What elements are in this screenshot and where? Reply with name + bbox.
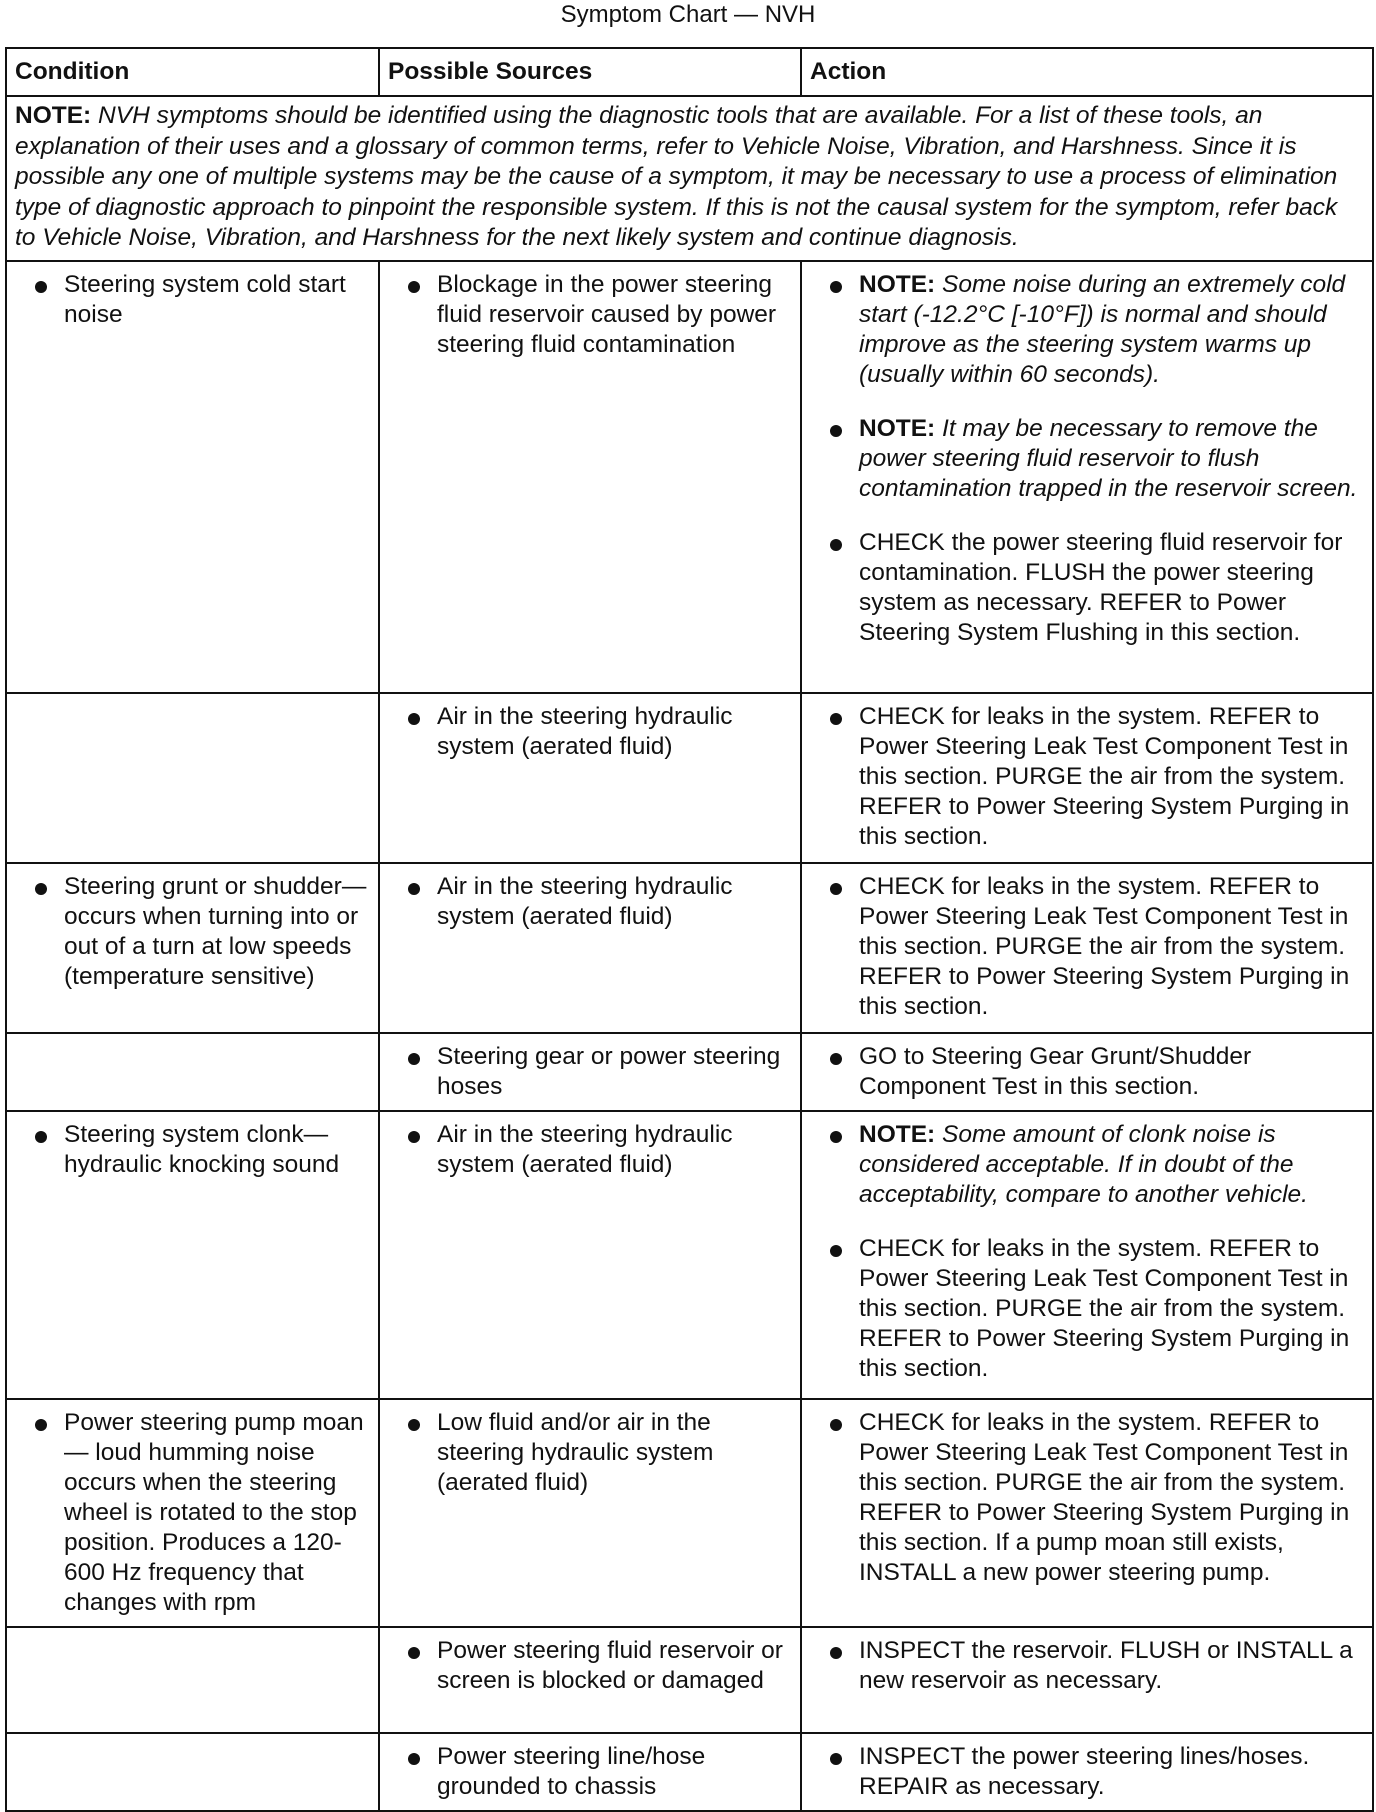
action-cell: [801, 693, 1373, 863]
action-item: GO to Steering Gear Grunt/Shudder Component Test in this section.: [802, 1034, 1372, 1110]
general-note: [6, 96, 1373, 261]
action-cell: [801, 1627, 1373, 1733]
source-cell: [379, 693, 801, 863]
action-cell: [801, 1111, 1373, 1399]
condition-text: Steering system clonk— hydraulic knocking sound: [7, 1112, 378, 1188]
table-row: [6, 1033, 1373, 1111]
action-note-label: NOTE:: [859, 1120, 936, 1148]
action-note-text: Some noise during an extremely cold start (-12.2°C [-10°F]) is normal and should improve as the steering system warms up (usually within 60 seconds).: [859, 270, 1346, 388]
source-cell: [379, 1627, 801, 1733]
action-item: INSPECT the reservoir. FLUSH or INSTALL a new reservoir as necessary.: [802, 1628, 1372, 1704]
action-cell: [801, 863, 1373, 1033]
source-text: Low fluid and/or air in the steering hydraulic system (aerated fluid): [380, 1400, 800, 1506]
note-label: NOTE:: [15, 102, 92, 129]
action-item: [802, 1112, 1372, 1218]
action-item: CHECK the power steering fluid reservoir for contamination. FLUSH the power steering system as necessary. REFER to Power Steering System Flushing in this section.: [802, 512, 1372, 656]
page-title: Symptom Chart — NVH: [560, 1, 816, 28]
condition-text: Steering system cold start noise: [7, 262, 378, 338]
action-cell: [801, 1733, 1373, 1811]
action-item: CHECK for leaks in the system. REFER to Power Steering Leak Test Component Test in this section. PURGE the air from the system. REFER to Power Steering System Purging in this section.: [802, 694, 1372, 860]
source-cell: [379, 1111, 801, 1399]
source-text: Air in the steering hydraulic system (aerated fluid): [380, 694, 800, 770]
table-row: [6, 261, 1373, 693]
condition-cell: [6, 261, 379, 693]
action-cell: [801, 1033, 1373, 1111]
condition-cell: [6, 1111, 379, 1399]
action-note-text: It may be necessary to remove the power steering fluid reservoir to flush contamination trapped in the reservoir screen.: [859, 414, 1358, 502]
action-item: CHECK for leaks in the system. REFER to Power Steering Leak Test Component Test in this section. PURGE the air from the system. REFER to Power Steering System Purging in this section.: [802, 1218, 1372, 1392]
source-text: Blockage in the power steering fluid reservoir caused by power steering fluid contamination: [380, 262, 800, 368]
condition-text: Steering grunt or shudder— occurs when turning into or out of a turn at low speeds (temperature sensitive): [7, 864, 378, 1000]
source-cell: [379, 1733, 801, 1811]
table-row: [6, 1733, 1373, 1811]
source-text: Steering gear or power steering hoses: [380, 1034, 800, 1110]
action-cell: [801, 261, 1373, 693]
action-item: [802, 398, 1372, 512]
action-item: [802, 262, 1372, 398]
action-item: INSPECT the power steering lines/hoses. REPAIR as necessary.: [802, 1734, 1372, 1810]
symptom-chart-table: [5, 47, 1374, 1812]
condition-cell: [6, 863, 379, 1033]
condition-text: Power steering pump moan— loud humming noise occurs when the steering wheel is rotated to the stop position. Produces a 120-600 Hz frequency that changes with rpm: [7, 1400, 378, 1626]
table-row: [6, 863, 1373, 1033]
header-possible-sources: Possible Sources: [379, 48, 801, 96]
condition-cell: [6, 1399, 379, 1627]
table-row: [6, 1627, 1373, 1733]
header-condition: Condition: [6, 48, 379, 96]
condition-cell: [6, 693, 379, 863]
table-row: [6, 1111, 1373, 1399]
condition-cell: [6, 1033, 379, 1111]
source-cell: [379, 261, 801, 693]
action-item: CHECK for leaks in the system. REFER to Power Steering Leak Test Component Test in this section. PURGE the air from the system. REFER to Power Steering System Purging in this section.: [802, 864, 1372, 1030]
action-note-text: Some amount of clonk noise is considered acceptable. If in doubt of the acceptability, compare to another vehicle.: [859, 1120, 1308, 1208]
source-cell: [379, 1399, 801, 1627]
table-row: [6, 1399, 1373, 1627]
source-cell: [379, 863, 801, 1033]
source-text: Power steering line/hose grounded to chassis: [380, 1734, 800, 1810]
condition-cell: [6, 1627, 379, 1733]
action-item: CHECK for leaks in the system. REFER to Power Steering Leak Test Component Test in this section. PURGE the air from the system. REFER to Power Steering System Purging in this section. If a pump moan still exists, INSTALL a new power steering pump.: [802, 1400, 1372, 1596]
note-text: NVH symptoms should be identified using the diagnostic tools that are available. For a list of these tools, an explanation of their uses and a glossary of common terms, refer to Vehicle Noise, Vibration, and Harshness. Since it is possible any one of multiple systems may be the cause of a symptom, it may be necessary to use a process of elimination type of diagnostic approach to pinpoint the responsible system. If this is not the causal system for the symptom, refer back to Vehicle Noise, Vibration, and Harshness for the next likely system and continue diagnosis.: [15, 102, 1338, 251]
action-note-label: NOTE:: [859, 414, 936, 442]
note-row: [6, 96, 1373, 261]
source-text: Air in the steering hydraulic system (aerated fluid): [380, 1112, 800, 1188]
header-action: Action: [801, 48, 1373, 96]
condition-cell: [6, 1733, 379, 1811]
action-cell: [801, 1399, 1373, 1627]
source-text: Power steering fluid reservoir or screen is blocked or damaged: [380, 1628, 800, 1704]
source-cell: [379, 1033, 801, 1111]
table-row: [6, 693, 1373, 863]
action-note-label: NOTE:: [859, 270, 936, 298]
source-text: Air in the steering hydraulic system (aerated fluid): [380, 864, 800, 940]
header-row: [6, 48, 1373, 96]
